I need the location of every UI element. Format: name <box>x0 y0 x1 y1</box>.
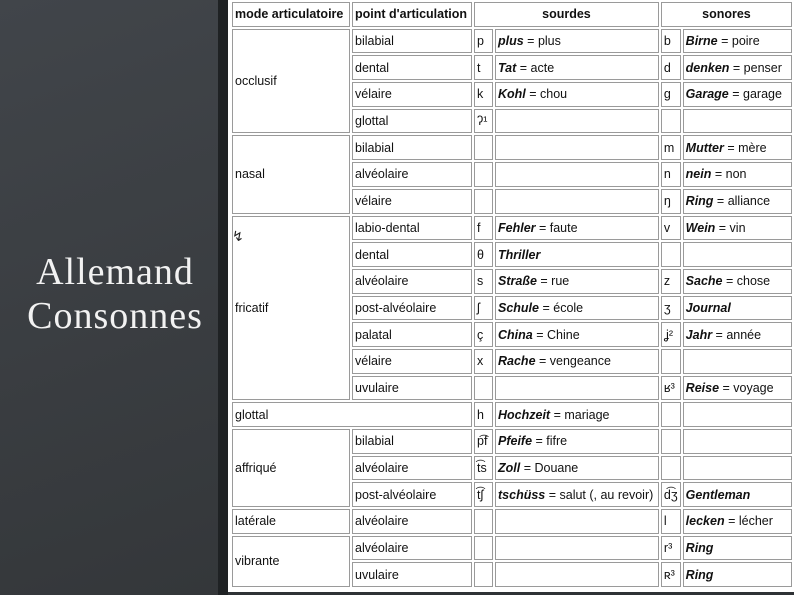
sourde-word: tschüss <box>498 487 546 502</box>
sourde-word: Kohl <box>498 87 526 102</box>
sonore-example <box>683 29 792 54</box>
table-row <box>232 29 792 54</box>
sourde-word: Schule <box>498 300 539 315</box>
sourde-example <box>495 456 659 481</box>
sourde-symbol <box>474 376 493 401</box>
sonore-word: nein <box>685 167 712 182</box>
mode-cell: nasal <box>232 135 350 213</box>
mode-cell: vibrante <box>232 536 350 587</box>
sonore-example <box>683 482 792 507</box>
table-row <box>232 509 792 534</box>
sourde-example <box>495 349 659 374</box>
sonore-word: Birne <box>685 34 718 49</box>
sourde-symbol: h <box>474 402 493 427</box>
table-body <box>232 29 792 587</box>
sourde-gloss: = école <box>539 300 584 315</box>
point-cell: post-alvéolaire <box>352 296 472 321</box>
slide-title <box>0 250 230 338</box>
sonore-gloss: = mère <box>723 140 767 155</box>
table-row <box>232 429 792 454</box>
mode-cell: fricatif <box>232 216 350 401</box>
sourde-gloss: = salut (, au revoir) <box>545 487 654 502</box>
sonore-symbol: d <box>661 55 681 80</box>
sourde-example <box>495 82 659 107</box>
sourde-example <box>495 162 659 187</box>
sonore-word: Wein <box>685 220 716 235</box>
sonore-word: Sache <box>685 274 723 289</box>
sourde-example <box>495 562 659 587</box>
header-sonores: sonores <box>661 2 792 27</box>
sonore-symbol: l <box>661 509 681 534</box>
point-cell: vélaire <box>352 82 472 107</box>
sonore-word: lecken <box>685 514 725 529</box>
sourde-example <box>495 242 659 267</box>
sourde-symbol: ʃ <box>474 296 493 321</box>
sourde-example <box>495 509 659 534</box>
sourde-word: Tat <box>498 60 517 75</box>
sonore-symbol <box>661 349 681 374</box>
sonore-symbol: r³ <box>661 536 681 561</box>
header-mode: mode articulatoire <box>232 2 350 27</box>
sonore-example <box>683 109 792 134</box>
sourde-word: Zoll <box>498 461 521 476</box>
sourde-gloss: = vengeance <box>535 354 611 369</box>
sonore-symbol: ʀ³ <box>661 562 681 587</box>
consonant-table-area <box>228 0 794 595</box>
sonore-example <box>683 429 792 454</box>
sonore-example <box>683 55 792 80</box>
sonore-word: Journal <box>685 300 731 315</box>
sonore-symbol: d͡ʒ <box>661 482 681 507</box>
sourde-example <box>495 296 659 321</box>
point-cell: alvéolaire <box>352 162 472 187</box>
sonore-gloss: = voyage <box>719 380 774 395</box>
sonore-symbol <box>661 402 681 427</box>
sonore-word: Gentleman <box>685 487 751 502</box>
sonore-word: Ring <box>685 567 714 582</box>
sourde-symbol <box>474 509 493 534</box>
sonore-symbol <box>661 109 681 134</box>
sourde-gloss: = faute <box>535 220 578 235</box>
header-sourdes: sourdes <box>474 2 659 27</box>
sourde-example <box>495 269 659 294</box>
sonore-example <box>683 349 792 374</box>
point-cell: alvéolaire <box>352 536 472 561</box>
sourde-symbol <box>474 189 493 214</box>
sourde-symbol: s <box>474 269 493 294</box>
point-cell: bilabial <box>352 29 472 54</box>
sonore-example <box>683 269 792 294</box>
table-row <box>232 402 792 427</box>
sonore-symbol: ʝ² <box>661 322 681 347</box>
mode-cell: affriqué <box>232 429 350 507</box>
sonore-word: Reise <box>685 380 720 395</box>
sonore-symbol: z <box>661 269 681 294</box>
point-cell: palatal <box>352 322 472 347</box>
sourde-example <box>495 109 659 134</box>
sonore-word: Garage <box>685 87 729 102</box>
sonore-example <box>683 402 792 427</box>
sonore-example <box>683 135 792 160</box>
sourde-example <box>495 536 659 561</box>
sourde-word: Hochzeit <box>498 407 551 422</box>
sonore-word: Ring <box>685 194 714 209</box>
sonore-example <box>683 216 792 241</box>
sourde-example <box>495 376 659 401</box>
point-cell: bilabial <box>352 135 472 160</box>
sourde-word: Fehler <box>498 220 536 235</box>
point-cell: vélaire <box>352 349 472 374</box>
sourde-symbol <box>474 135 493 160</box>
table-row <box>232 536 792 561</box>
sourde-example <box>495 402 659 427</box>
table-row <box>232 216 792 241</box>
sourde-example <box>495 322 659 347</box>
sonore-symbol: ʁ³ <box>661 376 681 401</box>
sourde-example <box>495 216 659 241</box>
sonore-word: Ring <box>685 541 714 556</box>
sonore-symbol: ŋ <box>661 189 681 214</box>
sourde-word: plus <box>498 34 524 49</box>
sonore-gloss: = lécher <box>724 514 773 529</box>
point-cell: post-alvéolaire <box>352 482 472 507</box>
sourde-symbol <box>474 162 493 187</box>
sonore-example <box>683 189 792 214</box>
consonant-table <box>230 0 794 589</box>
slide-title-line1: Allemand <box>36 251 194 293</box>
sonore-gloss: = année <box>712 327 762 342</box>
sonore-word: Jahr <box>685 327 713 342</box>
sourde-example <box>495 29 659 54</box>
sourde-example <box>495 429 659 454</box>
sonore-symbol: g <box>661 82 681 107</box>
sourde-gloss: = chou <box>525 87 568 102</box>
sonore-symbol <box>661 456 681 481</box>
sourde-example <box>495 55 659 80</box>
point-cell: alvéolaire <box>352 456 472 481</box>
sonore-example <box>683 82 792 107</box>
sourde-gloss: = Chine <box>532 327 580 342</box>
point-cell: dental <box>352 55 472 80</box>
table-header-row <box>232 2 792 27</box>
sourde-symbol: t <box>474 55 493 80</box>
sonore-example <box>683 536 792 561</box>
sonore-gloss: = vin <box>715 220 746 235</box>
sourde-word: Pfeife <box>498 434 533 449</box>
sonore-example <box>683 456 792 481</box>
point-cell: glottal <box>352 109 472 134</box>
sonore-symbol: b <box>661 29 681 54</box>
sonore-symbol: m <box>661 135 681 160</box>
sourde-symbol: k <box>474 82 493 107</box>
sonore-gloss: = non <box>711 167 747 182</box>
header-point: point d'articulation <box>352 2 472 27</box>
sonore-example <box>683 509 792 534</box>
sonore-example <box>683 322 792 347</box>
sourde-symbol: p͡f <box>474 429 493 454</box>
sonore-example <box>683 296 792 321</box>
sonore-word: denken <box>685 60 730 75</box>
point-cell: bilabial <box>352 429 472 454</box>
table-row <box>232 135 792 160</box>
sonore-gloss: = alliance <box>713 194 771 209</box>
mode-cell: latérale <box>232 509 350 534</box>
slide-title-line2: Consonnes <box>27 295 203 337</box>
sonore-example <box>683 162 792 187</box>
sourde-word: Rache <box>498 354 536 369</box>
sonore-gloss: = garage <box>728 87 782 102</box>
sourde-gloss: = mariage <box>550 407 610 422</box>
sourde-symbol: ʔ¹ <box>474 109 493 134</box>
sourde-word: Straße <box>498 274 537 289</box>
sourde-example <box>495 482 659 507</box>
sourde-symbol: θ <box>474 242 493 267</box>
sourde-gloss: = Douane <box>520 461 579 476</box>
sourde-example <box>495 135 659 160</box>
mode-cell: glottal <box>232 402 472 427</box>
sourde-gloss: = plus <box>523 34 561 49</box>
sourde-symbol: x <box>474 349 493 374</box>
point-cell: dental <box>352 242 472 267</box>
sourde-symbol: p <box>474 29 493 54</box>
sourde-word: Thriller <box>498 247 541 262</box>
sonore-symbol <box>661 242 681 267</box>
point-cell: vélaire <box>352 189 472 214</box>
sonore-example <box>683 376 792 401</box>
sourde-word: China <box>498 327 533 342</box>
sonore-gloss: = poire <box>717 34 760 49</box>
sourde-symbol <box>474 562 493 587</box>
sourde-symbol: f <box>474 216 493 241</box>
sonore-symbol <box>661 429 681 454</box>
sonore-example <box>683 242 792 267</box>
sonore-gloss: = chose <box>722 274 771 289</box>
sourde-symbol: t͡s <box>474 456 493 481</box>
sonore-gloss: = penser <box>729 60 782 75</box>
point-cell: uvulaire <box>352 376 472 401</box>
sourde-example <box>495 189 659 214</box>
sourde-symbol: t͡ʃ <box>474 482 493 507</box>
cursor-mark-icon: ↯ <box>232 228 244 244</box>
mode-cell: occlusif <box>232 29 350 134</box>
point-cell: labio-dental <box>352 216 472 241</box>
point-cell: uvulaire <box>352 562 472 587</box>
point-cell: alvéolaire <box>352 269 472 294</box>
point-cell: alvéolaire <box>352 509 472 534</box>
sourde-symbol: ç <box>474 322 493 347</box>
sonore-symbol: n <box>661 162 681 187</box>
sourde-gloss: = fifre <box>532 434 568 449</box>
sonore-symbol: v <box>661 216 681 241</box>
sonore-word: Mutter <box>685 140 724 155</box>
sonore-example <box>683 562 792 587</box>
sourde-gloss: = acte <box>516 60 555 75</box>
sourde-symbol <box>474 536 493 561</box>
sourde-gloss: = rue <box>536 274 570 289</box>
sonore-symbol: ʒ <box>661 296 681 321</box>
